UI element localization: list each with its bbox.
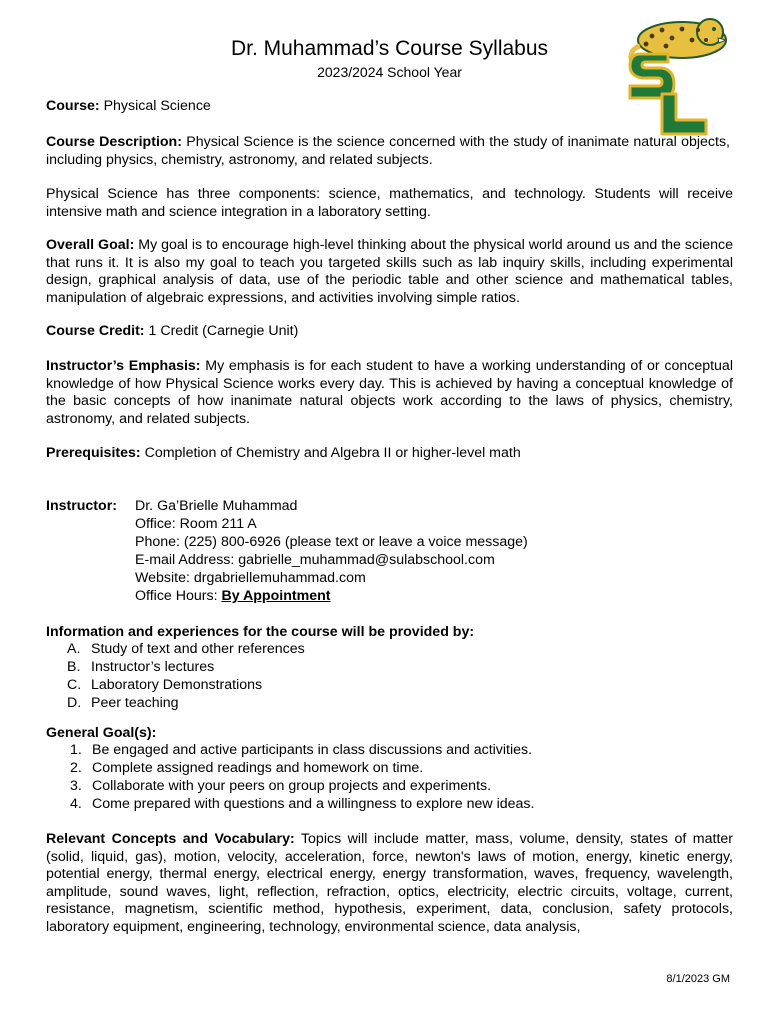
svg-text:SL: SL bbox=[622, 0, 640, 14]
instructor-emphasis-label: Instructor’s Emphasis: bbox=[46, 358, 201, 374]
general-goals-list bbox=[46, 742, 534, 814]
list-item: D. Peer teaching bbox=[67, 695, 179, 711]
list-item: C. Laboratory Demonstrations bbox=[67, 677, 263, 693]
instructor-emphasis bbox=[46, 358, 733, 428]
office-hours bbox=[135, 588, 528, 606]
office-hours-value: By Appointment bbox=[221, 588, 331, 604]
information-list bbox=[46, 641, 305, 713]
page-title: Dr. Muhammad’s Course Syllabus bbox=[230, 37, 549, 60]
list-item: A. Study of text and other references bbox=[67, 641, 305, 657]
list-item: 2. Complete assigned readings and homework on time. bbox=[70, 760, 424, 776]
list-item: B. Instructor’s lectures bbox=[67, 659, 215, 675]
course-description bbox=[46, 134, 730, 169]
school-logo-icon bbox=[622, 0, 734, 138]
course-description-text: Physical Science is the science concerned with the study of inanimate natural objects, including physics, chemistry, astronomy, and related subjects. bbox=[46, 134, 730, 168]
instructor-name: Dr. Ga’Brielle Muhammad bbox=[135, 498, 298, 514]
information-heading: Information and experiences for the course will be provided by: bbox=[46, 624, 475, 640]
instructor-emphasis-text: My emphasis is for each student to have a working understanding of or conceptual knowledge of how Physical Science works every day. This is achieved by having a conceptual knowledge of the basic concepts of how inanimate natural objects work according to the laws of physics, chemistry, astronomy, and related subjects. bbox=[46, 358, 733, 427]
list-item: 3. Collaborate with your peers on group projects and experiments. bbox=[70, 778, 492, 794]
course-credit bbox=[46, 323, 733, 341]
course-line bbox=[46, 98, 733, 116]
instructor-email: E-mail Address: gabrielle_muhammad@sulabschool.com bbox=[135, 552, 495, 568]
instructor-phone: Phone: (225) 800-6926 (please text or leave a voice message) bbox=[135, 534, 528, 550]
prerequisites-value: Completion of Chemistry and Algebra II or higher-level math bbox=[144, 445, 521, 461]
course-label: Course: bbox=[46, 98, 100, 114]
list-item: 4. Come prepared with questions and a willingness to explore new ideas. bbox=[70, 796, 535, 812]
overall-goal-text: My goal is to encourage high-level thinking about the physical world around us and the science that runs it. It is also my goal to teach you targeted skills such as lab inquiry skills, including experimental design, graphical analysis of data, use of the periodic table and other science and mathematical tables, manipulation of algebraic expressions, and activities involving simple ratios. bbox=[46, 237, 733, 306]
office-hours-label: Office Hours: bbox=[135, 588, 222, 604]
school-year: 2023/2024 School Year bbox=[317, 64, 462, 80]
instructor-office: Office: Room 211 A bbox=[135, 516, 257, 532]
prerequisites bbox=[46, 445, 733, 463]
instructor-website: Website: drgabriellemuhammad.com bbox=[135, 570, 366, 586]
relevant-concepts-label: Relevant Concepts and Vocabulary: bbox=[46, 831, 295, 847]
prerequisites-label: Prerequisites: bbox=[46, 445, 141, 461]
footer-stamp: 8/1/2023 GM bbox=[666, 973, 730, 985]
course-credit-value: 1 Credit (Carnegie Unit) bbox=[148, 323, 299, 339]
list-item: 1. Be engaged and active participants in class discussions and activities. bbox=[70, 742, 533, 758]
instructor-label: Instructor: bbox=[46, 498, 117, 514]
overall-goal-label: Overall Goal: bbox=[46, 237, 135, 253]
course-credit-label: Course Credit: bbox=[46, 323, 145, 339]
general-goals-heading: General Goal(s): bbox=[46, 725, 157, 741]
relevant-concepts bbox=[46, 831, 733, 937]
instructor-details bbox=[135, 498, 528, 606]
relevant-concepts-text: Topics will include matter, mass, volume, density, states of matter (solid, liquid, gas), motion, velocity, acceleration, force, newton's laws of motion, energy, kinetic energy, potential energy, thermal energy, electrical energy, energy transformation, waves, frequency, wavelength, amplitude, sound waves, light, reflection, refraction, optics, electricity, electric circuits, voltage, current, resistance, magnetism, scientific method, hypothesis, experiment, data, conclusion, safety protocols, laboratory equipment, engineering, technology, environmental science, data analysis, bbox=[46, 831, 733, 935]
course-description-label: Course Description: bbox=[46, 134, 182, 150]
overall-goal bbox=[46, 237, 733, 307]
components-paragraph: Physical Science has three components: science, mathematics, and technology. Students will receive intensive math and science integration in a laboratory setting. bbox=[46, 186, 733, 220]
course-value: Physical Science bbox=[103, 98, 211, 114]
